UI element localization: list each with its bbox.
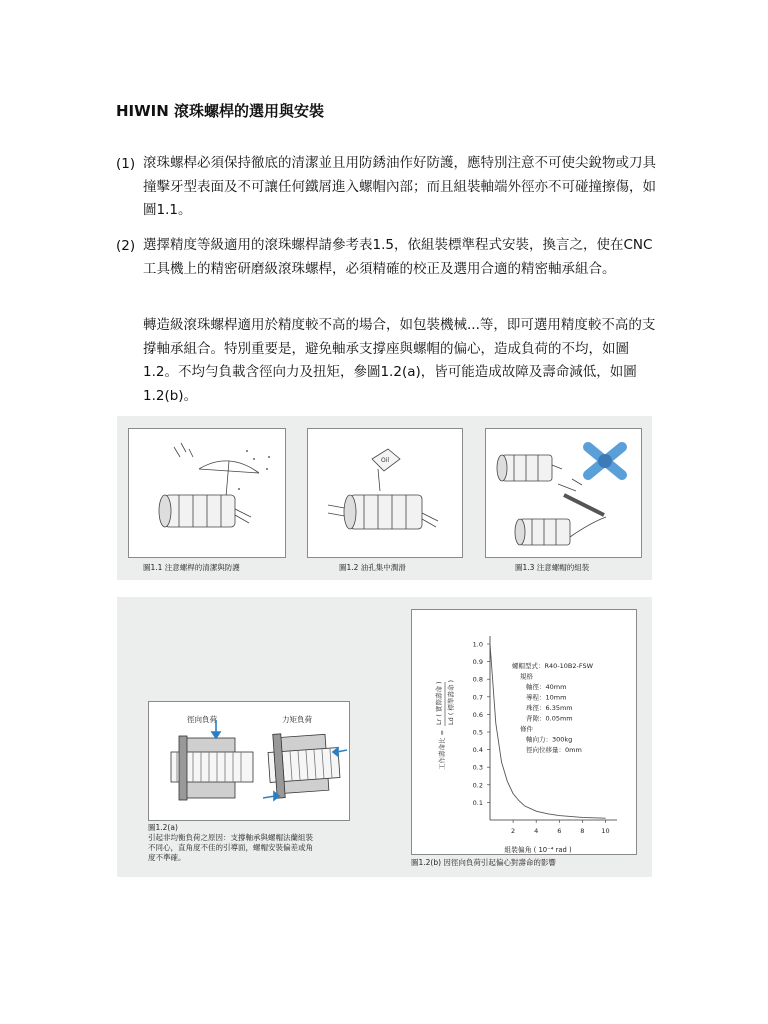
life-curve [490,644,606,818]
page-title: HIWIN 滾珠螺桿的選用與安裝 [116,102,325,120]
figure-1-2a-caption [148,823,313,863]
figure-caption: 圖1.3 注意螺帽的組裝 [515,563,590,572]
x-tick-label: 8 [580,827,585,835]
x-tick-label: 4 [534,827,539,835]
ylabel-frac-bottom: Ld ( 標準壽命 ) [447,679,455,725]
spec-annotation: 徑向位移量：0mm [526,746,582,754]
figure-1-2b-caption: 圖1.2(b) 因徑向負荷引起偏心對壽命的影響 [411,858,556,867]
caption-line: 引起非均衡負荷之原因：支撐軸承與螺帽法蘭組裝 [148,833,313,842]
x-tick-label: 6 [557,827,562,835]
caption-line: 度不準確。 [148,853,186,862]
screw-oil-illustration [308,429,462,557]
oil-label: Oil [381,457,390,464]
y-tick-label: 0.1 [472,798,483,807]
figure-caption: 圖1.2 油孔集中潤滑 [339,563,406,572]
x-tick-label: 10 [601,827,610,835]
figure-panel-top [117,416,652,580]
y-tick-label: 0.6 [472,710,483,719]
y-tick-label: 0.9 [472,658,483,667]
moment-load-label: 力矩負荷 [282,715,312,724]
spec-annotation: 背隙：0.05mm [526,714,573,723]
spec-annotation: 螺帽型式：R40-10B2-FSW [512,662,594,670]
ylabel-text: 工作壽命比 = [438,729,446,770]
y-tick-label: 0.2 [472,781,483,790]
item-text: 選擇精度等級適用的滾珠螺桿請參考表1.5，依組裝標準程式安裝，換言之，使在CNC 工具機上的精密研磨級滾珠螺桿，必須精確的校正及選用合適的精密軸承組合。 [143,237,653,277]
figure-1-3 [485,428,642,558]
y-tick-label: 1.0 [472,640,483,649]
item-number: (2) [116,238,136,254]
figure-panel-bottom [117,597,652,877]
x-axis-label: 組裝偏角 ( 10⁻⁴ rad ) [504,846,572,854]
figure-1-2a [148,701,350,821]
spec-annotation: 軸徑：40mm [526,683,567,691]
radial-load-label: 徑向負荷 [187,715,217,724]
prohibit-x-icon [588,447,622,475]
y-axis-label [434,680,455,770]
y-tick-label: 0.8 [472,675,483,684]
paragraph: 轉造級滾珠螺桿適用於精度較不高的場合，如包裝機械...等，即可選用精度較不高的支撐軸承組合。特別重要是，避免軸承支撐座與螺帽的偏心，造成負荷的不均，如圖1.2。不均勻負載含徑向力及扭矩，參圖1.2(a)，皆可能造成故障及壽命減低，如圖1.2(b)。 [143,317,656,404]
spec-annotation: 條件 [520,725,533,733]
caption-line: 不同心，直角度不佳的引導面，螺帽安裝偏差或角 [148,843,313,852]
ylabel-frac-top: Lr ( 實際壽命 ) [435,681,443,725]
figure-caption: 圖1.1 注意螺桿的清潔與防護 [143,563,240,572]
y-tick-label: 0.4 [472,746,483,755]
item-number: (1) [116,156,136,172]
y-tick-label: 0.3 [472,763,483,772]
y-tick-label: 0.7 [472,693,483,702]
spec-annotation: 規格 [520,672,533,681]
caption-line: 圖1.2(a) [148,823,178,832]
screw-umbrella-illustration [129,429,285,557]
spec-annotation: 軸向力：300kg [526,735,573,744]
y-tick-label: 0.5 [472,728,483,737]
life-ratio-chart [412,610,636,854]
nut-assembly-illustration [486,429,641,557]
figure-1-1 [128,428,286,558]
x-tick-label: 2 [511,827,516,835]
spec-annotation: 珠徑：6.35mm [526,704,573,712]
spec-annotation: 導程：10mm [526,693,567,702]
load-diagram [149,702,349,820]
figure-1-2b [411,609,637,855]
figure-1-2 [307,428,463,558]
item-text: 滾珠螺桿必須保持徹底的清潔並且用防銹油作好防護，應特別注意不可使尖銳物或刀具撞擊牙型表面及不可讓任何鐵屑進入螺帽內部；而且組裝軸端外徑亦不可碰撞擦傷，如圖1.1。 [143,155,656,218]
